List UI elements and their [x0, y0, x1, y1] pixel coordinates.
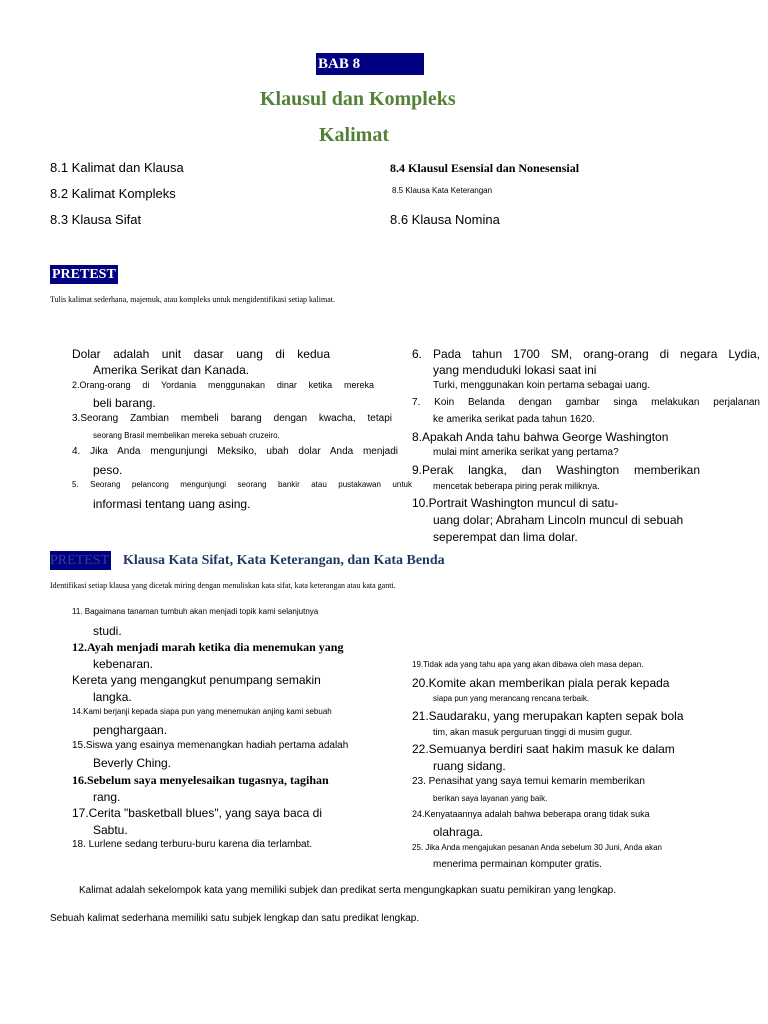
- exercise-line: 2.Orang-orang di Yordania menggunakan dinar ketika mereka: [72, 380, 374, 390]
- section-heading: Klausa Kata Sifat, Kata Keterangan, dan Kata Benda: [123, 553, 445, 568]
- exercise-line: tim, akan masuk perguruan tinggi di musim gugur.: [433, 727, 633, 737]
- exercise-line: 20.Komite akan memberikan piala perak kepada: [412, 676, 670, 690]
- exercise-line: mulai mint amerika serikat yang pertama?: [433, 447, 619, 458]
- exercise-line: 10.Portrait Washington muncul di satu-: [412, 496, 619, 510]
- exercise-line: menerima permainan komputer gratis.: [433, 859, 602, 870]
- exercise-line: 14.Kami berjanji kepada siapa pun yang menemukan anjing kami sebuah: [72, 707, 332, 716]
- chapter-title: Klausul dan Kompleks: [260, 88, 456, 110]
- exercise-line: ruang sidang.: [433, 759, 506, 773]
- exercise-line: 11. Bagaimana tanaman tumbuh akan menjadi topik kami selanjutnya: [72, 607, 319, 616]
- exercise-line: Beverly Ching.: [93, 756, 172, 770]
- exercise-line: 16.Sebelum saya menyelesaikan tugasnya, tagihan: [72, 773, 329, 787]
- toc-item: 8.6 Klausa Nomina: [390, 212, 500, 227]
- exercise-line: Turki, menggunakan koin pertama sebagai uang.: [433, 380, 650, 391]
- body-paragraph: Sebuah kalimat sederhana memiliki satu subjek lengkap dan satu predikat lengkap.: [50, 913, 420, 924]
- exercise-line: 3.Seorang Zambian membeli barang dengan kwacha, tetapi: [72, 413, 392, 424]
- exercise-line: 19.Tidak ada yang tahu apa yang akan dibawa oleh masa depan.: [412, 660, 644, 669]
- toc-item: 8.5 Klausa Kata Keterangan: [392, 186, 493, 195]
- exercise-line: 23. Penasihat yang saya temui kemarin memberikan: [412, 776, 645, 787]
- exercise-line: 12.Ayah menjadi marah ketika dia menemukan yang: [72, 640, 344, 654]
- exercise-line: 5. Seorang pelancong mengunjungi seorang bankir atau pustakawan untuk: [72, 480, 412, 489]
- exercise-line: Kereta yang mengangkut penumpang semakin: [72, 673, 321, 687]
- exercise-line: berikan saya layanan yang baik.: [433, 794, 548, 803]
- exercise-line: seperempat dan lima dolar.: [433, 530, 578, 544]
- exercise-line: uang dolar; Abraham Lincoln muncul di sebuah: [433, 513, 684, 527]
- exercise-line: Dolar adalah unit dasar uang di kedua: [72, 347, 330, 361]
- exercise-line: siapa pun yang merancang rencana terbaik.: [433, 694, 590, 703]
- exercise-line: 15.Siswa yang esainya memenangkan hadiah pertama adalah: [72, 740, 349, 751]
- exercise-line: yang menduduki lokasi saat ini: [433, 363, 597, 377]
- exercise-line: 22.Semuanya berdiri saat hakim masuk ke dalam: [412, 742, 675, 756]
- pretest-instruction: Tulis kalimat sederhana, majemuk, atau kompleks untuk mengidentifikasi setiap kalimat.: [50, 295, 335, 304]
- exercise-line: peso.: [93, 463, 123, 477]
- exercise-line: Sabtu.: [93, 823, 128, 837]
- exercise-line: rang.: [93, 790, 121, 804]
- chapter-title-line2: Kalimat: [319, 124, 389, 146]
- toc-item: 8.1 Kalimat dan Klausa: [50, 160, 184, 175]
- exercise-line: 4. Jika Anda mengunjungi Meksiko, ubah dolar Anda menjadi: [72, 446, 398, 457]
- exercise-line: 6. Pada tahun 1700 SM, orang-orang di negara Lydia,: [412, 347, 760, 361]
- toc-item: 8.3 Klausa Sifat: [50, 212, 142, 227]
- exercise-line: 21.Saudaraku, yang merupakan kapten sepak bola: [412, 709, 684, 723]
- exercise-line: langka.: [93, 690, 132, 704]
- exercise-line: Amerika Serikat dan Kanada.: [93, 363, 250, 377]
- exercise-line: 7. Koin Belanda dengan gambar singa melakukan perjalanan: [412, 397, 760, 408]
- exercise-line: olahraga.: [433, 825, 484, 839]
- exercise-line: informasi tentang uang asing.: [93, 497, 251, 511]
- exercise-line: 9.Perak langka, dan Washington memberikan: [412, 463, 700, 477]
- exercise-line: seorang Brasil membelikan mereka sebuah cruzeiro.: [93, 431, 280, 440]
- exercise-line: 17.Cerita "basketball blues", yang saya baca di: [72, 806, 323, 820]
- exercise-line: mencetak beberapa piring perak miliknya.: [433, 481, 600, 491]
- chapter-label: BAB 8: [316, 53, 424, 75]
- exercise-line: 18. Lurlene sedang terburu-buru karena dia terlambat.: [72, 839, 313, 850]
- pretest-instruction: Identifikasi setiap klausa yang dicetak miring dengan menuliskan kata sifat, kata keterangan atau kata ganti.: [50, 581, 396, 590]
- pretest-label: PRETEST: [50, 553, 110, 568]
- exercise-line: beli barang.: [93, 396, 156, 410]
- exercise-line: penghargaan.: [93, 723, 168, 737]
- body-paragraph: Kalimat adalah sekelompok kata yang memiliki subjek dan predikat serta mengungkapkan suatu pemikiran yang lengkap.: [79, 885, 616, 896]
- toc-item: 8.2 Kalimat Kompleks: [50, 186, 176, 201]
- pretest-label: PRETEST: [52, 267, 116, 282]
- toc-item: 8.4 Klausul Esensial dan Nonesensial: [390, 161, 580, 175]
- exercise-line: 25. Jika Anda mengajukan pesanan Anda sebelum 30 Juni, Anda akan: [412, 843, 662, 852]
- exercise-line: kebenaran.: [93, 657, 154, 671]
- exercise-line: ke amerika serikat pada tahun 1620.: [433, 414, 595, 425]
- exercise-line: 8.Apakah Anda tahu bahwa George Washington: [412, 430, 669, 444]
- exercise-line: studi.: [93, 624, 122, 638]
- exercise-line: 24.Kenyataannya adalah bahwa beberapa orang tidak suka: [412, 809, 650, 819]
